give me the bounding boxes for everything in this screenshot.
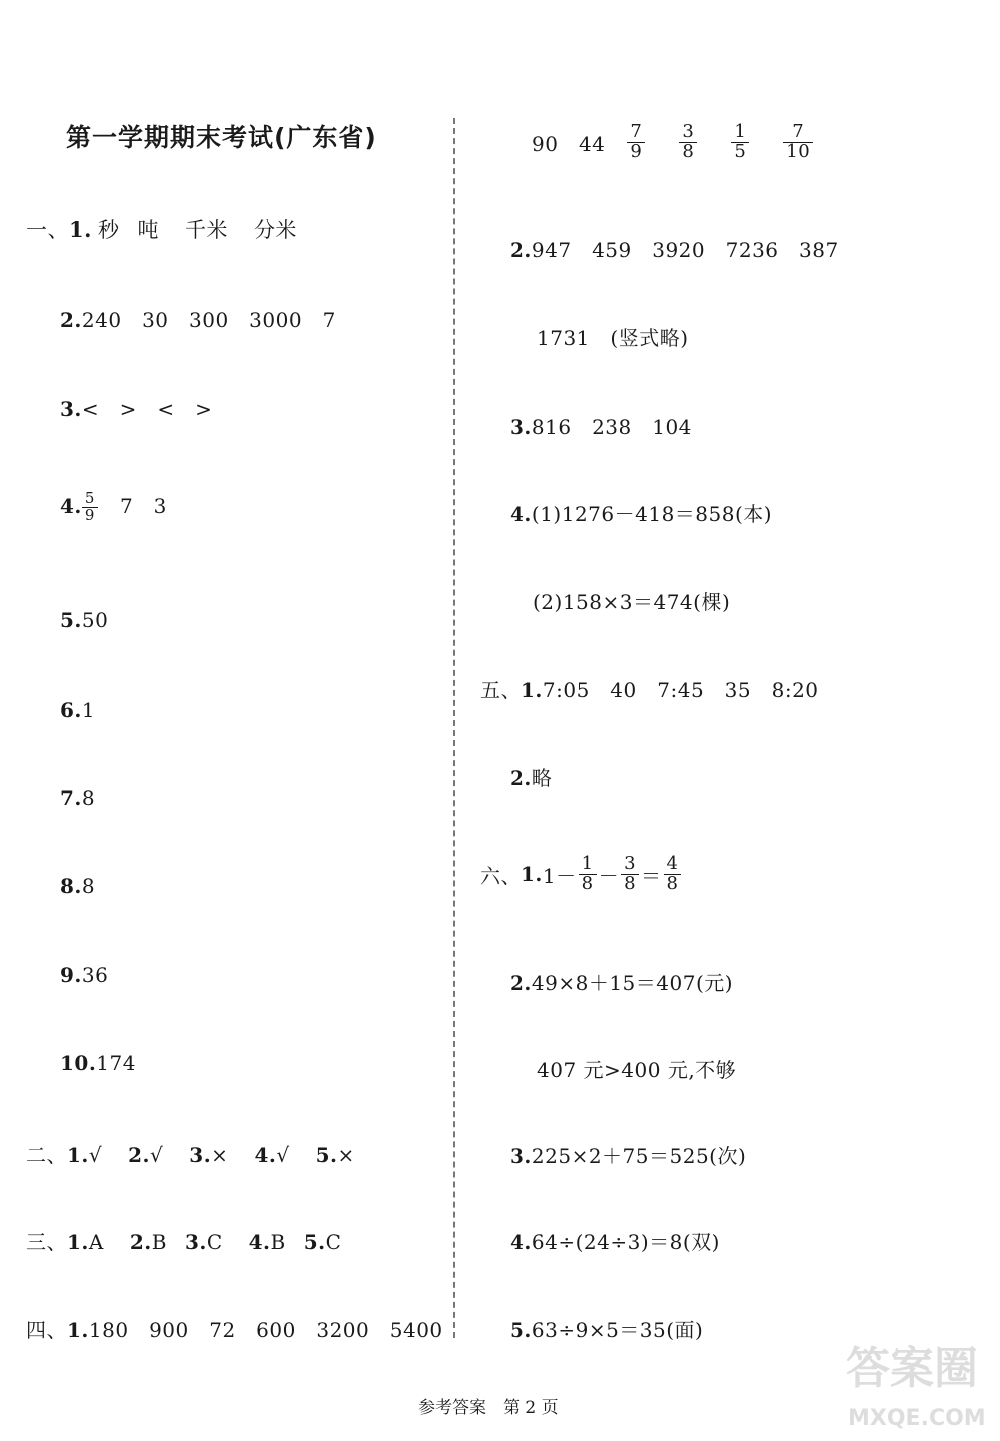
answer-1-7: 7.8 [60, 786, 96, 810]
answer-text: 240 30 300 3000 7 [81, 308, 336, 332]
watermark-logo [842, 1325, 992, 1435]
answer-text: 7:05 40 7:45 35 8:20 [542, 678, 819, 702]
answer-6-3: 3.225×2＋75＝525(次) [510, 1144, 747, 1168]
fraction: $\frac{4}{8}$ [664, 855, 682, 894]
answer-item: 吨 [137, 218, 159, 242]
section-1-label: 一、 [26, 218, 69, 242]
answer-text: 1731 (竖式略) [537, 326, 689, 350]
answer-4-2-cont [537, 322, 689, 351]
answer-1-5: 5.50 [60, 608, 109, 632]
answer-6-1: 六、 1. 1－ $\frac{1}{8}$ － $\frac{3}{8}$ ＝ $\frac{4}{8}$ [480, 849, 683, 899]
column-divider [453, 118, 455, 1338]
answer-1-8: 8.8 [60, 874, 96, 898]
answer-text: 略 [531, 766, 553, 790]
answer-text: 225×2＋75＝525(次) [531, 1144, 747, 1168]
fraction: $\frac{1}{8}$ [579, 855, 597, 894]
answer-4-cont [532, 117, 821, 167]
answer-4-2: 2.947 459 3920 7236 387 [510, 238, 839, 262]
fraction: $\frac{3}{8}$ [679, 123, 697, 162]
answer-text: 49×8＋15＝407(元) [531, 971, 734, 995]
answer-6-5: 5.63÷9×5＝35(面) [510, 1318, 704, 1342]
section-6-label: 六、 [480, 863, 521, 888]
answer-item: 千米 [184, 218, 228, 242]
answer-text: 8 [81, 786, 96, 810]
answer-1-9: 9.36 [60, 963, 109, 987]
answer-item: 分米 [253, 218, 297, 242]
answer-text: 63÷9×5＝35(面) [531, 1318, 704, 1342]
answer-text: 90 44 [532, 131, 606, 156]
answer-section-4: 四、1.180 900 72 600 3200 5400 [26, 1318, 443, 1342]
answer-4-3: 3.816 238 104 [510, 415, 692, 439]
fraction: $\frac{7}{9}$ [627, 123, 645, 162]
answer-1-3 [60, 393, 212, 422]
fraction: $\frac{5}{9}$ [82, 491, 98, 524]
answer-text: 64÷(24÷3)＝8(双) [531, 1230, 720, 1254]
answer-6-2-cont [537, 1054, 736, 1083]
section-3-label: 三、 [26, 1230, 67, 1254]
page-footer: 参考答案 第 2 页 [418, 1398, 559, 1418]
answer-1-1 [26, 214, 297, 244]
question-number: 4. [60, 494, 82, 518]
fraction: $\frac{1}{5}$ [731, 123, 749, 162]
answer-text: (2)158×3＝474(棵) [533, 590, 731, 614]
answer-1-6: 6.1 [60, 698, 96, 722]
answer-text: (1)1276－418＝858(本) [531, 502, 773, 526]
answer-1-4 [60, 490, 167, 524]
answer-item: 秒 [97, 218, 120, 242]
page-title: 第一学期期末考试(广东省) [66, 123, 377, 152]
answer-1-2 [60, 304, 336, 333]
answer-text: 180 900 72 600 3200 5400 [88, 1318, 443, 1342]
answer-6-4: 4.64÷(24÷3)＝8(双) [510, 1230, 720, 1254]
fraction: $\frac{7}{10}$ [783, 123, 813, 162]
answer-text: 816 238 104 [531, 415, 692, 439]
section-2-label: 二、 [26, 1143, 67, 1167]
answer-section-3: 三、1.A 2.B 3.C 4.B 5.C [26, 1230, 342, 1254]
answer-text: 36 [81, 963, 109, 987]
svg-text:MXQE.COM: MXQE.COM [848, 1406, 986, 1431]
question-number: 1. [69, 217, 92, 242]
fraction: $\frac{3}{8}$ [621, 855, 639, 894]
section-4-label: 四、 [26, 1318, 67, 1342]
answer-6-2: 2.49×8＋15＝407(元) [510, 971, 734, 995]
question-number: 2. [60, 308, 82, 332]
answer-5-1: 五、1.7:05 40 7:45 35 8:20 [480, 678, 819, 702]
svg-text:答案圈: 答案圈 [846, 1343, 978, 1394]
answer-1-10: 10.174 [60, 1051, 136, 1075]
answer-5-2: 2.略 [510, 766, 553, 790]
answer-4-4a: 4.(1)1276－418＝858(本) [510, 502, 773, 526]
answer-text: 8 [81, 874, 96, 898]
answer-text: 947 459 3920 7236 387 [531, 238, 839, 262]
answer-text: 1 [81, 698, 96, 722]
question-number: 3. [60, 397, 82, 421]
answer-text: 174 [96, 1051, 136, 1075]
answer-section-2: 二、1.√ 2.√ 3.× 4.√ 5.× [26, 1143, 355, 1167]
answer-text: 7 3 [119, 494, 167, 518]
answer-text: < > < > [81, 397, 213, 421]
answer-4-4b [533, 586, 730, 615]
answer-text: 50 [81, 608, 109, 632]
answer-text: 407 元>400 元,不够 [537, 1058, 737, 1082]
section-5-label: 五、 [480, 678, 521, 702]
